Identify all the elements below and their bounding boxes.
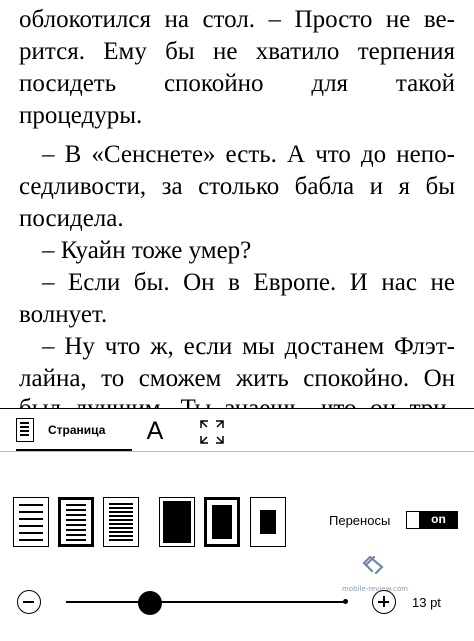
font-size-slider-track[interactable]: [66, 601, 346, 603]
text-line-5: – В «Сенснете» есть. А что до непо-: [42, 141, 455, 168]
font-size-increase-button[interactable]: [372, 590, 396, 614]
text-line-3: посидеть спокойно для такой: [19, 70, 455, 97]
margins-small-button[interactable]: [159, 497, 195, 547]
tab-page-label: Страница: [48, 423, 106, 437]
text-line-4: процедуры.: [19, 102, 143, 129]
text-line-10: волнует.: [19, 301, 108, 328]
page-settings-panel: [0, 408, 474, 641]
text-line-11: – Ну что ж, если мы достанем Флэт-: [42, 333, 455, 360]
hyphenation-label: Переносы: [329, 513, 391, 528]
toggle-off-segment: [407, 512, 420, 528]
text-line-9: – Если бы. Он в Европе. И нас не: [42, 269, 455, 296]
font-size-slider-thumb[interactable]: [138, 591, 162, 615]
line-spacing-medium-button[interactable]: [58, 497, 94, 547]
tab-page[interactable]: [16, 415, 132, 451]
tab-font[interactable]: A: [146, 417, 164, 445]
slider-end-dot: [343, 599, 348, 604]
settings-tab-bar: [0, 409, 474, 452]
text-line-1: облокотился на стол. – Просто не ве-: [19, 6, 455, 33]
font-size-value: 13 pt: [412, 595, 441, 610]
watermark-text: mobile-review.com: [342, 585, 408, 593]
text-line-7: посидела.: [19, 205, 124, 232]
text-line-2: рится. Ему бы не хватило терпения: [19, 38, 455, 65]
fullscreen-icon[interactable]: [199, 419, 225, 445]
margins-medium-button[interactable]: [204, 497, 240, 547]
line-spacing-wide-button[interactable]: [13, 497, 49, 547]
margins-large-button[interactable]: [250, 497, 286, 547]
hyphenation-toggle[interactable]: [406, 511, 458, 529]
line-spacing-narrow-button[interactable]: [103, 497, 139, 547]
text-line-6: седливости, за столько бабла и я бы: [19, 173, 455, 200]
font-size-decrease-button[interactable]: [17, 590, 41, 614]
page-layout-icon: [16, 418, 34, 442]
text-line-12: лайна, то сможем жить спокойно. Он: [19, 365, 455, 392]
toggle-state: on: [420, 512, 457, 528]
text-line-8: – Куайн тоже умер?: [42, 237, 252, 264]
